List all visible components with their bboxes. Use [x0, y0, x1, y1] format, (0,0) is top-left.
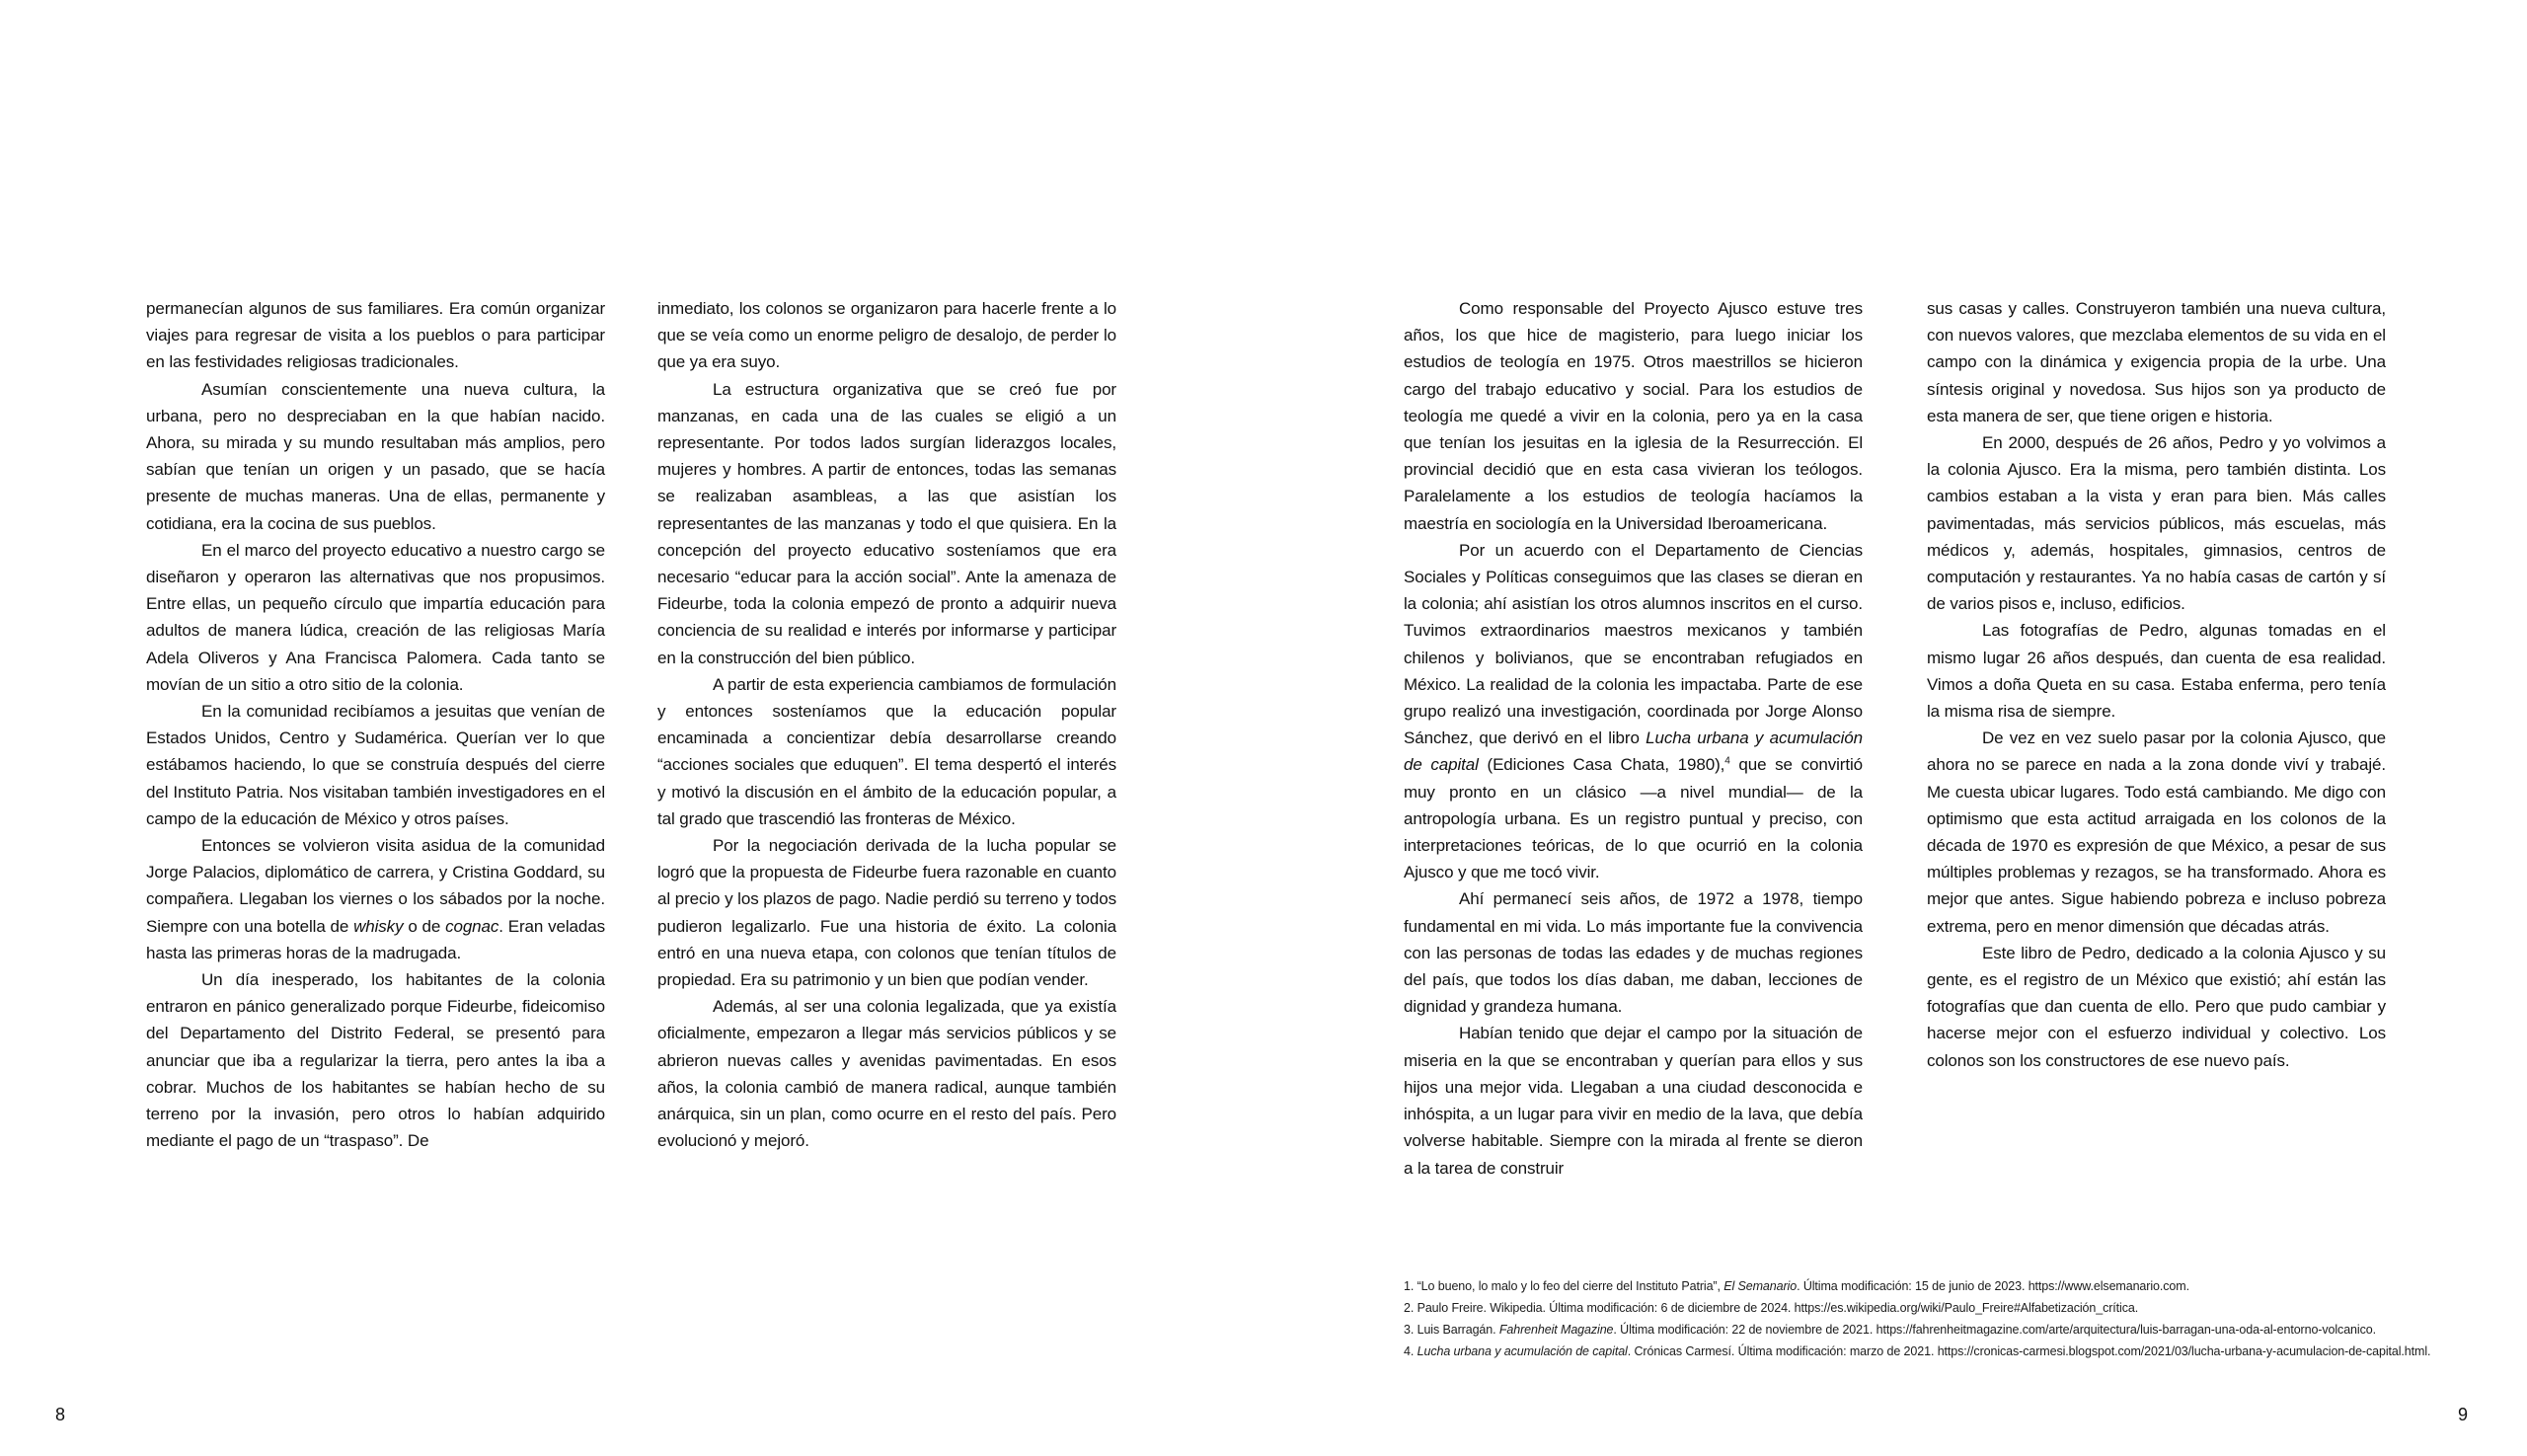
italic-text: El Semanario [1723, 1279, 1798, 1293]
paragraph [1927, 940, 2386, 1074]
paragraph [1927, 429, 2386, 617]
text-segment: Por la negociación derivada de la lucha popular se logró que la propuesta de Fideurbe fuera razonable en cuanto al precio y los plazos de pago. Nadie perdió su terreno y todos pudieron legalizarlo. Fue una historia de éxito. La colonia entró en una nueva etapa, con colonos que tenían títulos de propiedad. Era su patrimonio y un bien que podían vender. [657, 836, 1116, 990]
italic-text: Lucha urbana y acumulación de capital [1417, 1344, 1628, 1358]
text-segment: 3. Luis Barragán. [1404, 1323, 1499, 1337]
paragraph [146, 698, 605, 832]
text-segment: De vez en vez suelo pasar por la colonia Ajusco, que ahora no se parece en nada a la zona donde viví y trabajé. Me cuesta ubicar lugares. Todo está cambiando. Me digo con optimismo que esta actitud arraigada en los colonos de la década de 1970 es expresión de que México, a pesar de sus múltiples problemas y rezagos, se ha transformado. Ahora es mejor que antes. Sigue habiendo pobreza e incluso pobreza extrema, pero en menor dimensión que décadas atrás. [1927, 728, 2386, 936]
paragraph [657, 376, 1116, 671]
paragraph [657, 993, 1116, 1154]
text-segment: . Crónicas Carmesí. Última modificación: marzo de 2021. https://cronicas-carmesi.blogspot.com/2021/03/lucha-urbana-y-acumulacion-de-capital.html. [1627, 1344, 2431, 1358]
text-segment: . Última modificación: 22 de noviembre de 2021. https://fahrenheitmagazine.com/arte/arquitectura/luis-barragan-una-oda-al-entorno-volcanico. [1613, 1323, 2376, 1337]
paragraph [657, 295, 1116, 376]
text-segment: Por un acuerdo con el Departamento de Ciencias Sociales y Políticas conseguimos que las clases se dieran en la colonia; ahí asistían los otros alumnos inscritos en el curso. Tuvimos extraordinarios maestros mexicanos y también chilenos y bolivianos, que se encontraban refugiados en México. La realidad de la colonia les impactaba. Parte de ese grupo realizó una investigación, coordinada por Jorge Alonso Sánchez, que derivó en el libro [1404, 540, 1863, 748]
paragraph [1404, 885, 1863, 1020]
text-segment: A partir de esta experiencia cambiamos de formulación y entonces sosteníamos que la educación popular encaminada a concientizar debía desarrollarse creando “acciones sociales que eduquen”. El tema despertó el interés y motivó la discusión en el ámbito de la educación popular, a tal grado que trascendió las fronteras de México. [657, 674, 1116, 828]
italic-text: cognac [445, 916, 499, 936]
text-segment: Asumían conscientemente una nueva cultura, la urbana, pero no despreciaban en la que habían nacido. Ahora, su mirada y su mundo resultaban más amplios, pero sabían que tenían un origen y un pasado, que se hacía presente de muchas maneras. Una de ellas, permanente y cotidiana, era la cocina de sus pueblos. [146, 379, 605, 533]
footnote [1404, 1297, 2450, 1319]
text-segment: 2. Paulo Freire. Wikipedia. Última modificación: 6 de diciembre de 2024. https://es.wikipedia.org/wiki/Paulo_Freire#Alfabetización_crítica. [1404, 1301, 2139, 1315]
text-column-3 [1404, 295, 1863, 1182]
text-segment: 4. [1404, 1344, 1417, 1358]
paragraph [1404, 1020, 1863, 1181]
text-segment: En 2000, después de 26 años, Pedro y yo volvimos a la colonia Ajusco. Era la misma, pero también distinta. Los cambios estaban a la vista y eran para bien. Más calles pavimentadas, más servicios públicos, más escuelas, más médicos y, además, hospitales, gimnasios, centros de computación y restaurantes. Ya no había casas de cartón y sí de varios pisos e, incluso, edificios. [1927, 433, 2386, 614]
text-segment: (Ediciones Casa Chata, 1980), [1478, 755, 1725, 775]
text-segment: Entonces se volvieron visita asidua de la comunidad Jorge Palacios, diplomático de carrera, y Cristina Goddard, su compañera. Llegaban los viernes o los sábados por la noche. Siempre con una botella de [146, 836, 605, 936]
text-segment: Ahí permanecí seis años, de 1972 a 1978, tiempo fundamental en mi vida. Lo más importante fue la convivencia con las personas de todas las edades y de muchas regiones del país, que todos los días daban, me daban, lecciones de dignidad y grandeza humana. [1404, 889, 1863, 1017]
text-segment: inmediato, los colonos se organizaron para hacerle frente a lo que se veía como un enorme peligro de desalojo, de perder lo que ya era suyo. [657, 299, 1116, 372]
paragraph [1927, 617, 2386, 725]
text-segment: Como responsable del Proyecto Ajusco estuve tres años, los que hice de magisterio, para luego iniciar los estudios de teología en 1975. Otros maestrillos se hicieron cargo del trabajo educativo y social. Para los estudios de teología me quedé a vivir en la colonia, pero ya en la casa que tenían los jesuitas en la iglesia de la Resurrección. El provincial decidió que en esta casa vivieran los teólogos. Paralelamente a los estudios de teología hacíamos la maestría en sociología en la Universidad Iberoamericana. [1404, 299, 1863, 533]
text-segment: En la comunidad recibíamos a jesuitas que venían de Estados Unidos, Centro y Sudamérica. Querían ver lo que estábamos haciendo, lo que se construía después del cierre del Instituto Patria. Nos visitaban también investigadores en el campo de la educación de México y otros países. [146, 702, 605, 828]
text-column-4 [1927, 295, 2386, 1074]
footnote [1404, 1319, 2450, 1341]
text-segment: que se convirtió muy pronto en un clásico —a nivel mundial— de la antropología urbana. Es un registro puntual y preciso, con interpretaciones teóricas, de lo que ocurrió en la colonia Ajusco y que me tocó vivir. [1404, 755, 1863, 882]
paragraph [146, 966, 605, 1154]
italic-text: Lucha urbana y acumulación de capital [1404, 728, 1863, 775]
page-number-left: 8 [55, 1405, 66, 1424]
footnote-marker: 4 [1724, 755, 1730, 767]
text-segment: o de [403, 916, 446, 936]
text-segment: Además, al ser una colonia legalizada, que ya existía oficialmente, empezaron a llegar más servicios públicos y se abrieron nuevas calles y avenidas pavimentadas. En esos años, la colonia cambió de manera radical, aunque también anárquica, sin un plan, como ocurre en el resto del país. Pero evolucionó y mejoró. [657, 997, 1116, 1151]
italic-text: Fahrenheit Magazine [1498, 1323, 1614, 1337]
text-segment: . Eran veladas hasta las primeras horas de la madrugada. [146, 916, 605, 962]
page-9 [1264, 0, 2527, 1456]
paragraph [146, 376, 605, 537]
page-number-right: 9 [2458, 1405, 2469, 1424]
paragraph [657, 832, 1116, 993]
italic-text: whisky [353, 916, 404, 936]
paragraph [657, 671, 1116, 832]
text-segment: La estructura organizativa que se creó fue por manzanas, en cada una de las cuales se eligió a un representante. Por todos lados surgían liderazgos locales, mujeres y hombres. A partir de entonces, todas las semanas se realizaban asambleas, a las que asistían los representantes de las manzanas y todo el que quisiera. En la concepción del proyecto educativo sosteníamos que era necesario “educar para la acción social”. Ante la amenaza de Fideurbe, toda la colonia empezó de pronto a adquirir nueva conciencia de su realidad e interés por informarse y participar en la construcción del bien público. [657, 379, 1116, 667]
text-segment: En el marco del proyecto educativo a nuestro cargo se diseñaron y operaron las alternativas que nos propusimos. Entre ellas, un pequeño círculo que impartía educación para adultos de manera lúdica, creación de las religiosas María Adela Oliveros y Ana Francisca Palomera. Cada tanto se movían de un sitio a otro sitio de la colonia. [146, 540, 605, 694]
paragraph [146, 832, 605, 966]
text-segment: Habían tenido que dejar el campo por la situación de miseria en la que se encontraban y querían para ellos y sus hijos una mejor vida. Llegaban a una ciudad desconocida e inhóspita, a un lugar para vivir en medio de la lava, que debía volverse habitable. Siempre con la mirada al frente se dieron a la tarea de construir [1404, 1024, 1863, 1178]
text-segment: Este libro de Pedro, dedicado a la colonia Ajusco y su gente, es el registro de un México que existió; ahí están las fotografías que dan cuenta de ello. Pero que pudo cambiar y hacerse mejor con el esfuerzo individual y colectivo. Los colonos son los constructores de ese nuevo país. [1927, 943, 2386, 1070]
paragraph [1404, 537, 1863, 886]
footnotes [1404, 1275, 2450, 1362]
paragraph [146, 295, 605, 376]
text-segment: Un día inesperado, los habitantes de la colonia entraron en pánico generalizado porque Fideurbe, fideicomiso del Departamento del Distrito Federal, se presentó para anunciar que iba a regularizar la tierra, pero antes la iba a cobrar. Muchos de los habitantes se habían hecho de su terreno por la invasión, pero otros lo habían adquirido mediante el pago de un “traspaso”. De [146, 970, 605, 1151]
text-segment: 1. “Lo bueno, lo malo y lo feo del cierre del Instituto Patria”, [1404, 1279, 1724, 1293]
text-segment: permanecían algunos de sus familiares. Era común organizar viajes para regresar de visita a los pueblos o para participar en las festividades religiosas tradicionales. [146, 299, 605, 372]
text-column-2 [657, 295, 1116, 1155]
text-segment: Las fotografías de Pedro, algunas tomadas en el mismo lugar 26 años después, dan cuenta de esa realidad. Vimos a doña Queta en su casa. Estaba enferma, pero tenía la misma risa de siempre. [1927, 621, 2386, 722]
text-segment: sus casas y calles. Construyeron también una nueva cultura, con nuevos valores, que mezclaba elementos de su vida en el campo con la dinámica y exigencia propia de la urbe. Una síntesis original y novedosa. Sus hijos son ya producto de esta manera de ser, que tiene origen e historia. [1927, 299, 2386, 425]
paragraph [146, 537, 605, 698]
footnote [1404, 1275, 2450, 1297]
paragraph [1927, 725, 2386, 940]
footnote [1404, 1341, 2450, 1362]
text-segment: . Última modificación: 15 de junio de 2023. https://www.elsemanario.com. [1797, 1279, 2189, 1293]
paragraph [1404, 295, 1863, 537]
paragraph [1927, 295, 2386, 429]
text-column-1 [146, 295, 605, 1155]
